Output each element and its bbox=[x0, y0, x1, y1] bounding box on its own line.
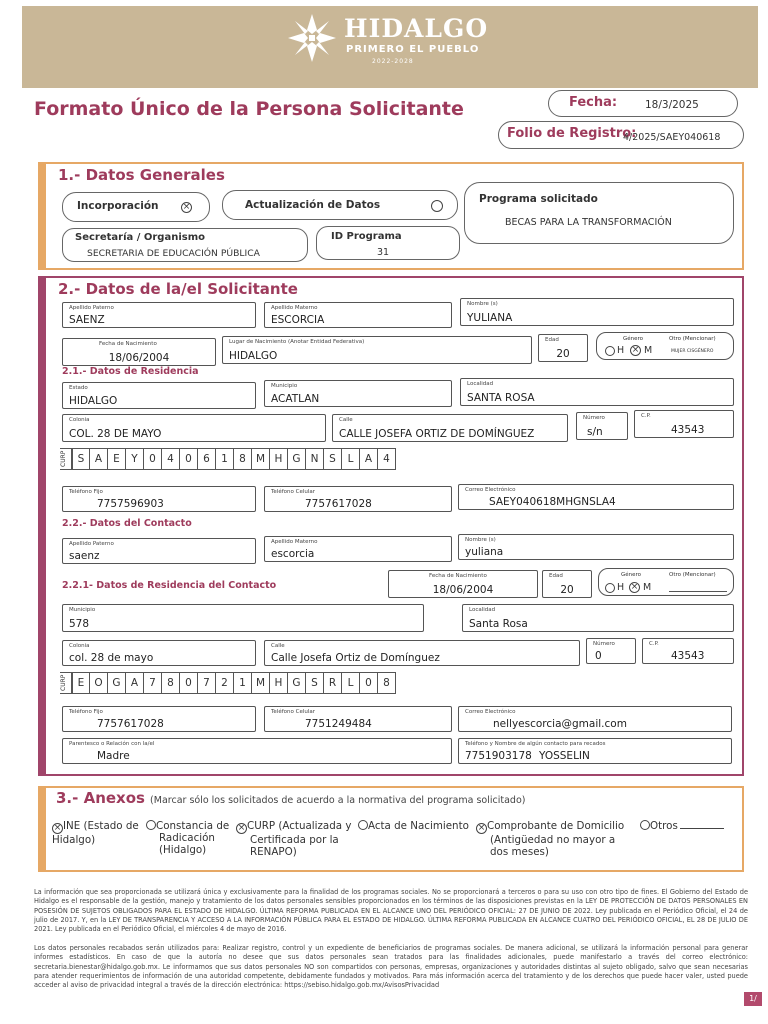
secretaria-field bbox=[62, 228, 308, 262]
curp-char: 1 bbox=[216, 448, 234, 470]
anexo-line: Hidalgo) bbox=[52, 834, 96, 846]
curp-char: S bbox=[306, 672, 324, 694]
telefono-celular-field[interactable] bbox=[264, 486, 452, 512]
field-label: Apellido Materno bbox=[271, 539, 318, 545]
field-value: 43543 bbox=[671, 650, 705, 662]
folio-label: Folio de Registro: bbox=[507, 126, 637, 141]
field-value: 0 bbox=[595, 650, 602, 662]
anexo-constancia[interactable] bbox=[146, 820, 240, 856]
field-value: YULIANA bbox=[467, 312, 513, 324]
anexo-ine[interactable] bbox=[52, 820, 148, 846]
id-programa-field bbox=[316, 226, 460, 260]
contacto-telefono-celular-field[interactable] bbox=[264, 706, 452, 732]
curp-label: CURP bbox=[60, 448, 72, 470]
h-label: H bbox=[617, 582, 625, 593]
apellido-paterno-field[interactable] bbox=[62, 302, 256, 328]
field-value: Madre bbox=[97, 750, 130, 762]
correo-field[interactable] bbox=[458, 484, 734, 510]
parentesco-field[interactable] bbox=[62, 738, 452, 764]
curp-char: E bbox=[72, 672, 90, 694]
empty-circle-icon bbox=[640, 820, 650, 830]
empty-circle-icon[interactable] bbox=[605, 583, 615, 593]
field-value: col. 28 de mayo bbox=[69, 652, 154, 664]
colonia-field[interactable] bbox=[62, 414, 326, 442]
anexo-line: Otros bbox=[650, 820, 678, 832]
section-1-title: 1.- Datos Generales bbox=[58, 166, 225, 184]
secretaria-label: Secretaría / Organismo bbox=[75, 232, 206, 243]
field-label: Nombre (s) bbox=[465, 537, 496, 543]
contacto-subtitle: 2.2.- Datos del Contacto bbox=[62, 518, 192, 529]
field-label: Teléfono Celular bbox=[271, 709, 316, 715]
section-3-title: 3.- Anexos bbox=[56, 789, 145, 807]
curp-char: 8 bbox=[378, 672, 396, 694]
empty-circle-icon bbox=[431, 200, 443, 212]
anexo-line: INE (Estado de bbox=[63, 820, 139, 832]
field-label: Lugar de Nacimiento (Anotar Entidad Federativa) bbox=[229, 339, 365, 345]
field-value: 43543 bbox=[671, 424, 705, 436]
nombre-field[interactable] bbox=[460, 298, 734, 326]
edad-field[interactable] bbox=[538, 334, 588, 362]
curp-char: 2 bbox=[216, 672, 234, 694]
otro-label: Otro (Mencionar) bbox=[669, 336, 716, 342]
curp-char: R bbox=[324, 672, 342, 694]
field-label: Calle bbox=[339, 417, 353, 423]
anexo-line: Radicación bbox=[159, 832, 215, 844]
curp-label: CURP bbox=[60, 672, 72, 694]
curp-boxes bbox=[72, 672, 396, 694]
checked-circle-icon: × bbox=[53, 823, 62, 833]
genero-label: Género bbox=[621, 572, 642, 578]
genero-label: Género bbox=[623, 336, 644, 342]
field-label: Calle bbox=[271, 643, 285, 649]
contacto-colonia-field[interactable] bbox=[62, 640, 256, 666]
section-2-title: 2.- Datos de la/el Solicitante bbox=[58, 280, 298, 298]
contacto-municipio-field[interactable] bbox=[62, 604, 424, 632]
field-label: Fecha de Nacimiento bbox=[429, 573, 487, 579]
field-label: Edad bbox=[545, 337, 559, 343]
contacto-cp-field[interactable] bbox=[642, 638, 734, 664]
m-label: M bbox=[643, 582, 652, 593]
incorporacion-label: Incorporación bbox=[77, 200, 159, 212]
brand-name: HIDALGO bbox=[344, 14, 489, 43]
curp-char: E bbox=[108, 448, 126, 470]
id-programa-label: ID Programa bbox=[331, 231, 402, 242]
field-value: SANTA ROSA bbox=[467, 392, 535, 404]
field-label: Edad bbox=[549, 573, 563, 579]
field-value: 18/06/2004 bbox=[432, 584, 494, 596]
field-value: saenz bbox=[69, 550, 100, 562]
curp-char: A bbox=[360, 448, 378, 470]
fecha-field bbox=[548, 90, 738, 117]
secretaria-value: SECRETARIA DE EDUCACIÓN PÚBLICA bbox=[87, 248, 260, 259]
curp-char: S bbox=[324, 448, 342, 470]
contacto-numero-field[interactable] bbox=[586, 638, 636, 664]
curp-char: G bbox=[288, 448, 306, 470]
curp-char: M bbox=[252, 448, 270, 470]
curp-char: L bbox=[342, 448, 360, 470]
page-number: 1/ bbox=[744, 992, 762, 1006]
anexo-curp[interactable] bbox=[236, 820, 360, 858]
brand-slogan: PRIMERO EL PUEBLO bbox=[346, 44, 480, 55]
checked-circle-icon[interactable]: × bbox=[630, 582, 639, 592]
curp-char: N bbox=[306, 448, 324, 470]
contacto-telefono-fijo-field[interactable] bbox=[62, 706, 256, 732]
field-value: nellyescorcia@gmail.com bbox=[493, 718, 627, 730]
id-programa-value: 31 bbox=[377, 247, 390, 258]
curp-char: 0 bbox=[360, 672, 378, 694]
curp-char: 0 bbox=[180, 448, 198, 470]
field-label: Teléfono Fijo bbox=[69, 489, 103, 495]
anexo-line: (Hidalgo) bbox=[159, 844, 207, 856]
field-label: Apellido Paterno bbox=[69, 305, 114, 311]
curp-char: 1 bbox=[234, 672, 252, 694]
field-value: 578 bbox=[69, 618, 90, 630]
curp-char: 8 bbox=[162, 672, 180, 694]
anexo-line: Acta de Nacimiento bbox=[368, 820, 469, 832]
fecha-value: 18/3/2025 bbox=[645, 99, 699, 111]
field-label: Teléfono Celular bbox=[271, 489, 316, 495]
curp-char: G bbox=[108, 672, 126, 694]
curp-char: L bbox=[342, 672, 360, 694]
field-label: Fecha de Nacimiento bbox=[99, 341, 157, 347]
curp-char: O bbox=[90, 672, 108, 694]
otro-value: MUJER CISGÉNERO bbox=[671, 349, 714, 354]
cp-field[interactable] bbox=[634, 410, 734, 438]
field-label: Teléfono Fijo bbox=[69, 709, 103, 715]
folio-field bbox=[498, 121, 744, 149]
curp-char: 4 bbox=[162, 448, 180, 470]
field-label: Localidad bbox=[469, 607, 496, 613]
curp-boxes bbox=[72, 448, 396, 470]
recados-name: YOSSELIN bbox=[539, 750, 590, 762]
curp-char: 7 bbox=[198, 672, 216, 694]
curp-char: 8 bbox=[234, 448, 252, 470]
field-value: HIDALGO bbox=[229, 350, 278, 362]
brand-period: 2022-2028 bbox=[372, 58, 414, 65]
contacto-edad-field[interactable] bbox=[542, 570, 592, 598]
anexo-line: CURP (Actualizada y bbox=[247, 820, 352, 832]
field-label: Número bbox=[583, 415, 605, 421]
footer-legal-2: Los datos personales recabados serán utilizados para: Realizar registro, control y un expediente de beneficiarios de programas sociales. De manera adicional, se utilizará la información personal para generar informes estadísticos. En caso de que la autoría no desee que sus datos personales sean tratados para las finalidades adicionales, puede manifestarlo a través del correo electrónico: secretaria.bienestar@hidalgo.gob.mx. Le informamos que sus datos personales NO son compartidos con personas, empresas, organizaciones y autoridades distintas al sujeto obligado, salvo que sean necesarias para atender requerimientos de información de una autoridad competente, debidamente fundados y motivados. Para más información acerca del tratamiento y de los derechos que puede hacer valer, usted puede acceder al aviso de privacidad integral a través de la dirección electrónica: https://sebiso.hidalgo.gob.mx/AvisosPrivacidad bbox=[34, 944, 748, 990]
hidalgo-logo-icon bbox=[286, 12, 338, 64]
contacto-residencia-subtitle: 2.2.1- Datos de Residencia del Contacto bbox=[62, 580, 277, 591]
genero-field[interactable] bbox=[596, 332, 734, 360]
empty-circle-icon bbox=[358, 820, 368, 830]
field-value: 7757596903 bbox=[97, 498, 164, 510]
curp-field[interactable] bbox=[60, 448, 396, 470]
fecha-nacimiento-field[interactable] bbox=[62, 338, 216, 366]
anexo-line: RENAPO) bbox=[250, 846, 297, 858]
curp-char: A bbox=[126, 672, 144, 694]
field-label: Nombre (s) bbox=[467, 301, 498, 307]
m-label: M bbox=[644, 345, 653, 356]
anexo-line: dos meses) bbox=[490, 846, 549, 858]
anexo-comprobante[interactable] bbox=[476, 820, 636, 858]
fecha-label: Fecha: bbox=[569, 95, 618, 110]
checked-circle-icon: × bbox=[477, 823, 486, 833]
calle-field[interactable] bbox=[332, 414, 568, 442]
h-label: H bbox=[617, 345, 625, 356]
programa-value: BECAS PARA LA TRANSFORMACIÓN bbox=[505, 217, 672, 228]
contacto-apellido-materno-field[interactable] bbox=[264, 536, 452, 562]
anexo-line: Constancia de bbox=[156, 820, 230, 832]
section-3-heading bbox=[56, 788, 525, 807]
numero-field[interactable] bbox=[576, 412, 628, 440]
field-label: Colonia bbox=[69, 643, 90, 649]
field-value: escorcia bbox=[271, 548, 315, 560]
field-label: Número bbox=[593, 641, 615, 647]
field-label: Apellido Paterno bbox=[69, 541, 114, 547]
curp-char: 7 bbox=[144, 672, 162, 694]
field-label: Correo Electrónico bbox=[465, 709, 516, 715]
checked-circle-icon: × bbox=[182, 202, 191, 212]
recados-field[interactable] bbox=[458, 738, 732, 764]
curp-char: S bbox=[72, 448, 90, 470]
field-value: SAENZ bbox=[69, 314, 105, 326]
otros-line bbox=[680, 828, 724, 829]
otro-label: Otro (Mencionar) bbox=[669, 572, 716, 578]
field-value: SAEY040618MHGNSLA4 bbox=[489, 496, 616, 508]
field-value: s/n bbox=[587, 426, 603, 438]
apellido-materno-field[interactable] bbox=[264, 302, 452, 328]
anexo-line: Certificada por la bbox=[250, 834, 339, 846]
field-value: 20 bbox=[556, 348, 570, 360]
section-3-subtitle: (Marcar sólo los solicitados de acuerdo a la normativa del programa solicitado) bbox=[150, 795, 526, 806]
anexo-line: Comprobante de Domicilio bbox=[487, 820, 625, 832]
programa-label: Programa solicitado bbox=[479, 193, 598, 205]
curp-char: 0 bbox=[180, 672, 198, 694]
contacto-nombre-field[interactable] bbox=[458, 534, 734, 560]
field-value: 20 bbox=[560, 584, 574, 596]
field-label: Teléfono y Nombre de algún contacto para recados bbox=[465, 741, 606, 747]
field-value: ACATLAN bbox=[271, 393, 320, 405]
field-value: CALLE JOSEFA ORTIZ DE DOMÍNGUEZ bbox=[339, 428, 535, 440]
residencia-subtitle: 2.1.- Datos de Residencia bbox=[62, 366, 199, 377]
field-value: yuliana bbox=[465, 546, 504, 558]
field-label: Municipio bbox=[69, 607, 96, 613]
checked-circle-icon: × bbox=[237, 823, 246, 833]
contacto-genero-field[interactable] bbox=[598, 568, 734, 596]
field-label: Parentesco o Relación con la/el bbox=[69, 741, 155, 747]
field-label: Localidad bbox=[467, 381, 494, 387]
contacto-fecha-nacimiento-field[interactable] bbox=[388, 570, 538, 598]
field-value: ESCORCIA bbox=[271, 314, 325, 326]
anexo-acta[interactable] bbox=[358, 820, 476, 832]
curp-char: 6 bbox=[198, 448, 216, 470]
field-label: C.P. bbox=[649, 641, 659, 647]
actualizacion-label: Actualización de Datos bbox=[245, 199, 381, 211]
lugar-nacimiento-field[interactable] bbox=[222, 336, 532, 364]
empty-circle-icon bbox=[146, 820, 156, 830]
curp-char: G bbox=[288, 672, 306, 694]
curp-char: 4 bbox=[378, 448, 396, 470]
field-label: Correo Electrónico bbox=[465, 487, 516, 493]
field-label: Municipio bbox=[271, 383, 298, 389]
localidad-field[interactable] bbox=[460, 378, 734, 406]
estado-field[interactable] bbox=[62, 382, 256, 409]
curp-char: H bbox=[270, 672, 288, 694]
contacto-correo-field[interactable] bbox=[458, 706, 732, 732]
contacto-localidad-field[interactable] bbox=[462, 604, 734, 632]
field-label: Colonia bbox=[69, 417, 90, 423]
empty-circle-icon[interactable] bbox=[605, 346, 615, 356]
recados-tel: 7751903178 bbox=[465, 750, 532, 762]
field-label: Estado bbox=[69, 385, 88, 391]
curp-char: 0 bbox=[144, 448, 162, 470]
field-value: 7757617028 bbox=[97, 718, 164, 730]
field-value: Calle Josefa Ortiz de Domínguez bbox=[271, 652, 440, 664]
contacto-curp-field[interactable] bbox=[60, 672, 396, 694]
municipio-field[interactable] bbox=[264, 380, 452, 407]
checked-circle-icon[interactable]: × bbox=[631, 345, 640, 355]
field-value: COL. 28 DE MAYO bbox=[69, 428, 162, 440]
folio-value: 4/2025/SAEY040618 bbox=[623, 132, 721, 143]
page-title: Formato Único de la Persona Solicitante bbox=[34, 98, 464, 120]
incorporacion-option[interactable] bbox=[62, 192, 210, 222]
curp-char: M bbox=[252, 672, 270, 694]
field-label: Apellido Materno bbox=[271, 305, 318, 311]
contacto-calle-field[interactable] bbox=[264, 640, 580, 666]
programa-field bbox=[464, 182, 734, 244]
field-value: Santa Rosa bbox=[469, 618, 528, 630]
field-value: HIDALGO bbox=[69, 395, 118, 407]
anexo-line: (Antigüedad no mayor a bbox=[490, 834, 616, 846]
field-value: 7757617028 bbox=[305, 498, 372, 510]
footer-legal-1: La información que sea proporcionada se utilizará única y exclusivamente para la finalidad de los programas sociales. No se proporcionará a terceros o para su uso con otro tipo de fines. El Gobierno del Estado de Hidalgo es el responsable de la gestión, manejo y tratamiento de los datos personales sensibles proporcionados en los términos de las disposiciones previstas en la LEY DE PROTECCIÓN DE DATOS PERSONALES EN POSESIÓN DE SUJETOS OBLIGADOS PARA EL ESTADO DE HIDALGO. ÚLTIMA REFORMA PUBLICADA EN EL ALCANCE UNO DEL PERIÓDICO OFICIAL: 27 DE JUNIO DE 2022. Ley publicada en el Periódico Oficial, el 24 de julio de 2017. Y, en la LEY DE TRANSPARENCIA Y ACCESO A LA INFORMACIÓN PÚBLICA PARA EL ESTADO DE HIDALGO. ÚLTIMA REFORMA PUBLICADA EN ALCANCE CUATRO DEL PERIÓDICO OFICIAL, EL 28 DE JULIO DE 2021. Ley publicada en el Periódico Oficial, el miércoles 4 de mayo de 2016. bbox=[34, 888, 748, 934]
actualizacion-option[interactable] bbox=[222, 190, 458, 220]
telefono-fijo-field[interactable] bbox=[62, 486, 256, 512]
curp-char: Y bbox=[126, 448, 144, 470]
field-label: C.P. bbox=[641, 413, 651, 419]
field-value: 18/06/2004 bbox=[108, 352, 170, 364]
contacto-apellido-paterno-field[interactable] bbox=[62, 538, 256, 564]
otro-line bbox=[669, 591, 727, 592]
curp-char: A bbox=[90, 448, 108, 470]
curp-char: H bbox=[270, 448, 288, 470]
field-value: 7751249484 bbox=[305, 718, 372, 730]
anexo-otros[interactable] bbox=[640, 820, 736, 832]
